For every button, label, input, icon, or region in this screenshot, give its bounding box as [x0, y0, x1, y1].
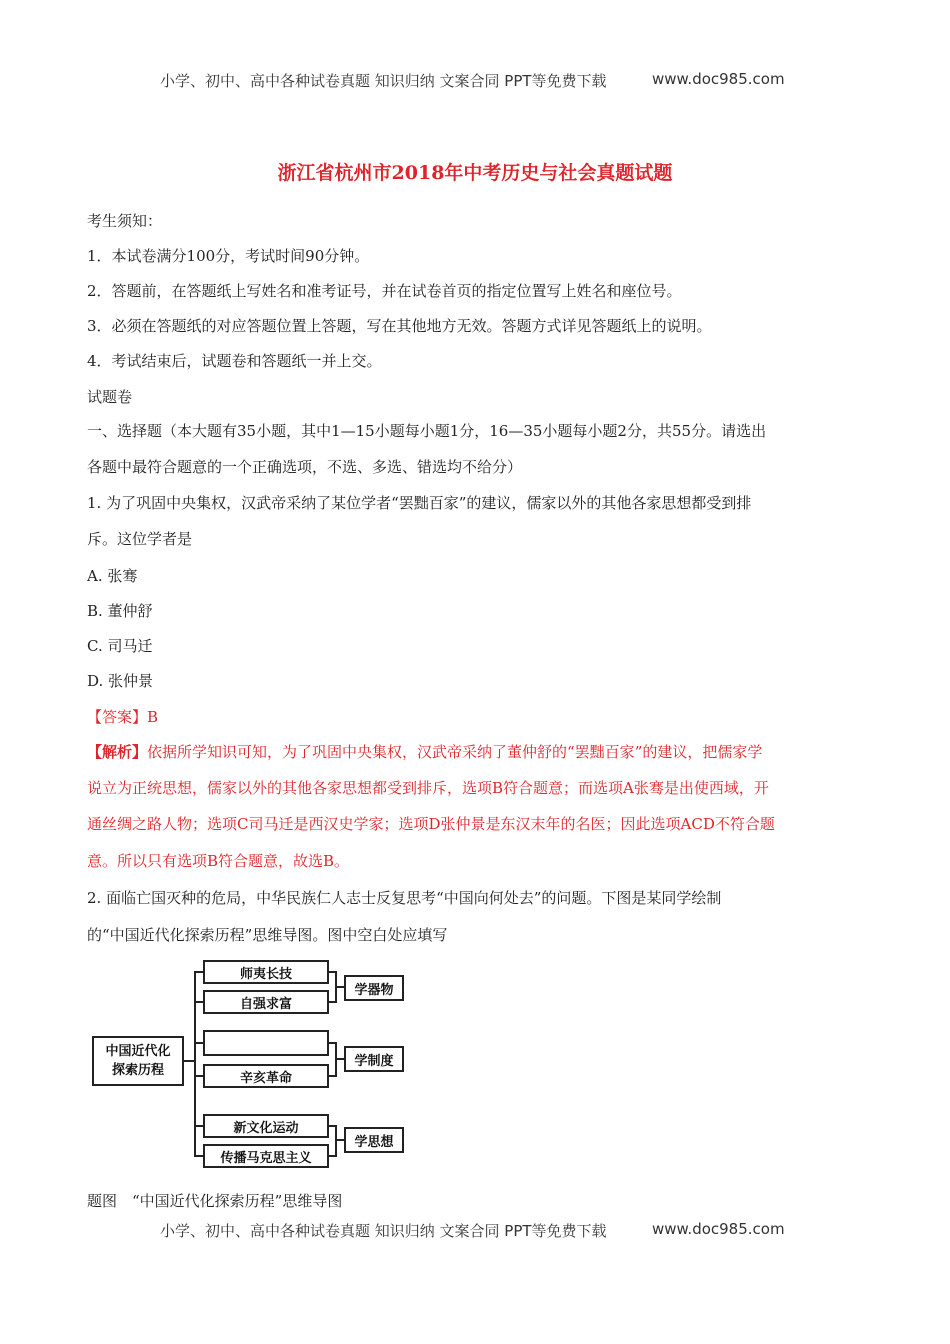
- analysis-label: 【解析】: [87, 743, 148, 761]
- analysis-line: [87, 741, 762, 762]
- mindmap-box: 传播马克思主义: [203, 1144, 329, 1168]
- analysis-line: 意。所以只有选项B符合题意，故选B。: [87, 852, 350, 870]
- question-2-stem: 2. 面临亡国灭种的危局，中华民族仁人志士反复思考“中国向何处去”的问题。下图是某同学绘制: [87, 889, 722, 907]
- question-1-stem: 1. 为了巩固中央集权，汉武帝采纳了某位学者“罢黜百家”的建议，儒家以外的其他各家思想都受到排: [87, 494, 752, 512]
- mindmap-box: 新文化运动: [203, 1114, 329, 1138]
- mindmap-box: 辛亥革命: [203, 1064, 329, 1088]
- mindmap-group: 学思想: [344, 1127, 404, 1153]
- analysis-text: 依据所学知识可知，为了巩固中央集权，汉武帝采纳了董仲舒的“罢黜百家”的建议，把儒家学: [147, 743, 763, 761]
- section-heading: 一、选择题（本大题有35小题，其中1—15小题每小题1分，16—35小题每小题2分，共55分。请选出: [87, 422, 767, 440]
- option-d: D. 张仲景: [87, 672, 154, 690]
- mindmap-blank-box: [203, 1030, 329, 1056]
- connector: [194, 971, 196, 1157]
- section-heading-cont: 各题中最符合题意的一个正确选项，不选、多选、错选均不给分）: [87, 458, 523, 476]
- option-a: A. 张骞: [87, 567, 138, 585]
- mindmap-group: 学制度: [344, 1046, 404, 1072]
- notice-item: 4．考试结束后，试题卷和答题纸一并上交。: [87, 352, 382, 370]
- notice-heading: 考生须知：: [87, 212, 163, 230]
- mindmap-root-line1: 中国近代化: [105, 1044, 171, 1059]
- answer: 【答案】B: [87, 708, 159, 726]
- footer-text: 小学、初中、高中各种试卷真题 知识归纳 文案合同 PPT等免费下载: [160, 1222, 607, 1240]
- notice-item: 1．本试卷满分100分，考试时间90分钟。: [87, 247, 370, 265]
- question-1-stem-cont: 斥。这位学者是: [87, 530, 193, 548]
- analysis-line: 说立为正统思想，儒家以外的其他各家思想都受到排斥，选项B符合题意；而选项A张骞是出使西域，开: [87, 779, 769, 797]
- header-site[interactable]: www.doc985.com: [652, 70, 785, 88]
- connector: [335, 1125, 337, 1157]
- option-c: C. 司马迁: [87, 637, 153, 655]
- question-2-stem-cont: 的“中国近代化探索历程”思维导图。图中空白处应填写: [87, 926, 448, 944]
- header-text: 小学、初中、高中各种试卷真题 知识归纳 文案合同 PPT等免费下载: [160, 72, 607, 90]
- mindmap-root: [92, 1036, 184, 1086]
- notice-item: 3．必须在答题纸的对应答题位置上答题，写在其他地方无效。答题方式详见答题纸上的说明。: [87, 317, 712, 335]
- analysis-line: 通丝绸之路人物；选项C司马迁是西汉史学家；选项D张仲景是东汉末年的名医；因此选项ACD不符合题: [87, 815, 775, 833]
- mindmap-root-line2: 探索历程: [111, 1063, 164, 1078]
- option-b: B. 董仲舒: [87, 602, 153, 620]
- paper-label: 试题卷: [87, 388, 133, 406]
- page-title: 浙江省杭州市2018年中考历史与社会真题试题: [277, 162, 673, 184]
- mindmap-box: 自强求富: [203, 990, 329, 1014]
- notice-item: 2．答题前，在答题纸上写姓名和准考证号，并在试卷首页的指定位置写上姓名和座位号。: [87, 282, 682, 300]
- mindmap-group: 学器物: [344, 975, 404, 1001]
- mindmap-box: 师夷长技: [203, 960, 329, 984]
- footer-site[interactable]: www.doc985.com: [652, 1220, 785, 1238]
- figure-caption: 题图 “中国近代化探索历程”思维导图: [87, 1192, 343, 1210]
